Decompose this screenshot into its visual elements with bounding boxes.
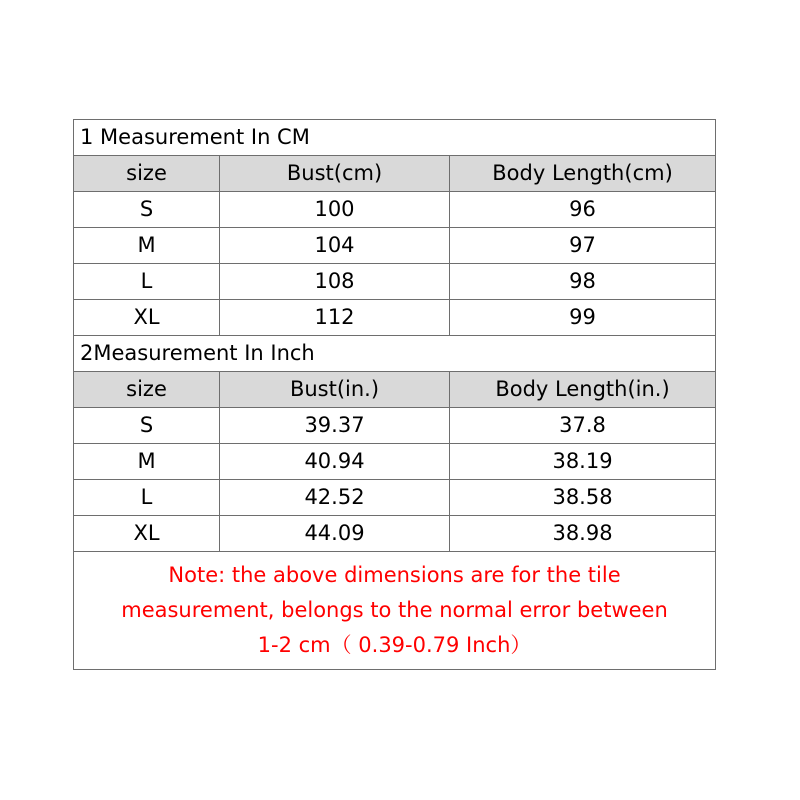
cm-body-length-cell: 99	[450, 300, 716, 336]
inch-size-cell: L	[74, 480, 220, 516]
inch-row-m	[74, 444, 716, 480]
inch-size-cell: XL	[74, 516, 220, 552]
inch-bust-cell: 44.09	[220, 516, 450, 552]
cm-bust-cell: 104	[220, 228, 450, 264]
cm-bust-cell: 100	[220, 192, 450, 228]
inch-bust-cell: 39.37	[220, 408, 450, 444]
cm-header-body-length: Body Length(cm)	[450, 156, 716, 192]
cm-body-length-cell: 98	[450, 264, 716, 300]
inch-bust-cell: 40.94	[220, 444, 450, 480]
inch-header-bust: Bust(in.)	[220, 372, 450, 408]
note-line: 1-2 cm（ 0.39-0.79 Inch）	[257, 633, 532, 657]
inch-body-length-cell: 38.58	[450, 480, 716, 516]
note-row	[74, 552, 716, 670]
cm-header-size: size	[74, 156, 220, 192]
inch-body-length-cell: 38.98	[450, 516, 716, 552]
inch-row-xl	[74, 516, 716, 552]
cm-body-length-cell: 97	[450, 228, 716, 264]
inch-header-size: size	[74, 372, 220, 408]
cm-row-l	[74, 264, 716, 300]
inch-size-cell: S	[74, 408, 220, 444]
note-cell	[74, 552, 716, 670]
cm-size-cell: XL	[74, 300, 220, 336]
inch-bust-cell: 42.52	[220, 480, 450, 516]
note-line: Note: the above dimensions are for the tile	[168, 563, 621, 587]
cm-size-cell: S	[74, 192, 220, 228]
inch-section-title-row	[74, 336, 716, 372]
cm-row-m	[74, 228, 716, 264]
inch-body-length-cell: 37.8	[450, 408, 716, 444]
cm-row-s	[74, 192, 716, 228]
cm-bust-cell: 108	[220, 264, 450, 300]
cm-header-row	[74, 156, 716, 192]
inch-row-s	[74, 408, 716, 444]
cm-section-title: 1 Measurement In CM	[74, 120, 716, 156]
inch-header-row	[74, 372, 716, 408]
cm-section-title-row	[74, 120, 716, 156]
cm-row-xl	[74, 300, 716, 336]
note-line: measurement, belongs to the normal error between	[121, 598, 668, 622]
inch-header-body-length: Body Length(in.)	[450, 372, 716, 408]
cm-size-cell: L	[74, 264, 220, 300]
size-chart-table	[73, 119, 716, 670]
cm-size-cell: M	[74, 228, 220, 264]
cm-header-bust: Bust(cm)	[220, 156, 450, 192]
inch-size-cell: M	[74, 444, 220, 480]
cm-bust-cell: 112	[220, 300, 450, 336]
inch-body-length-cell: 38.19	[450, 444, 716, 480]
cm-body-length-cell: 96	[450, 192, 716, 228]
inch-section-title: 2Measurement In Inch	[74, 336, 716, 372]
inch-row-l	[74, 480, 716, 516]
